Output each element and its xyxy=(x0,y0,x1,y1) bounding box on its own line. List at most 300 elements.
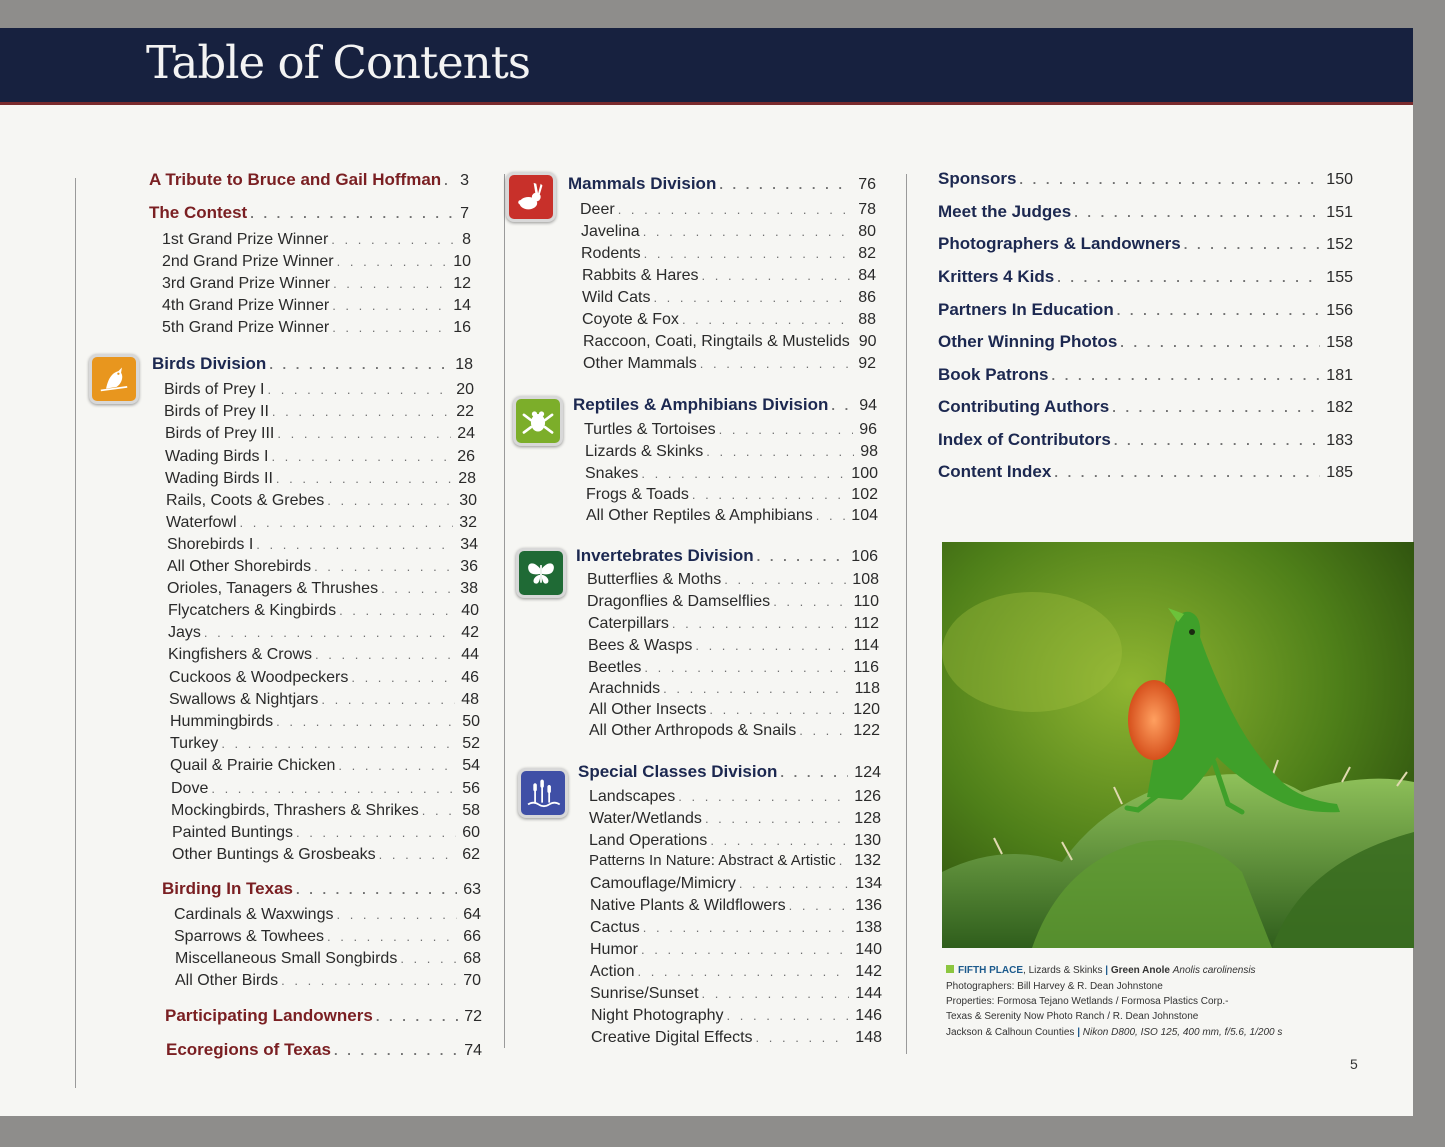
toc-entry[interactable] xyxy=(171,802,480,820)
leader-dots xyxy=(332,298,447,313)
page-ref: 156 xyxy=(1326,302,1353,319)
entry-title: Arachnids xyxy=(589,680,661,697)
entry-title: Participating Landowners xyxy=(165,1006,373,1025)
toc-entry[interactable] xyxy=(568,174,876,194)
toc-entry[interactable] xyxy=(938,202,1353,222)
page-ref: 28 xyxy=(458,470,476,487)
leader-dots xyxy=(739,876,849,891)
leader-dots xyxy=(336,907,457,922)
page-ref: 104 xyxy=(851,507,878,524)
leader-dots xyxy=(672,616,848,631)
toc-entry[interactable] xyxy=(588,615,879,633)
entry-title: Landscapes xyxy=(589,788,676,805)
entry-title: Birding In Texas xyxy=(162,879,293,898)
leader-dots xyxy=(706,444,854,459)
toc-entry[interactable] xyxy=(165,1006,482,1026)
leader-dots xyxy=(700,356,852,371)
page-ref: 118 xyxy=(854,680,880,697)
leader-dots xyxy=(1184,237,1321,252)
entry-title: Humor xyxy=(590,941,639,958)
toc-entry[interactable] xyxy=(162,297,471,315)
toc-entry[interactable] xyxy=(170,757,480,775)
toc-entry[interactable] xyxy=(175,950,481,968)
toc-entry[interactable] xyxy=(152,354,473,374)
page-ref: 120 xyxy=(853,701,880,718)
entry-title: Contributing Authors xyxy=(938,397,1110,416)
caption-separator: | xyxy=(1077,1027,1081,1038)
toc-entry[interactable] xyxy=(149,203,469,223)
toc-entry[interactable] xyxy=(576,546,878,566)
entry-title: Birds of Prey III xyxy=(165,425,275,442)
leader-dots xyxy=(327,929,457,944)
page-number: 5 xyxy=(1350,1056,1358,1072)
page-ref: 185 xyxy=(1326,464,1353,481)
leader-dots xyxy=(221,736,456,751)
entry-title: Kingfishers & Crows xyxy=(168,646,313,663)
page-ref: 54 xyxy=(462,757,480,774)
page-ref: 48 xyxy=(461,691,479,708)
leader-dots xyxy=(321,692,455,707)
page-ref: 18 xyxy=(455,356,473,373)
toc-entry[interactable] xyxy=(938,332,1353,352)
toc-entry[interactable] xyxy=(587,571,879,589)
toc-entry[interactable] xyxy=(168,646,479,664)
toc-entry[interactable] xyxy=(582,289,876,307)
page-ref: 134 xyxy=(855,875,882,892)
entry-title: Cardinals & Waxwings xyxy=(174,906,334,923)
entry-title: Ecoregions of Texas xyxy=(166,1040,332,1059)
entry-title: 2nd Grand Prize Winner xyxy=(162,253,334,270)
entry-title: All Other Insects xyxy=(589,701,707,718)
caption-properties-1: Properties: Formosa Tejano Wetlands / Formosa Plastics Corp.- xyxy=(946,996,1229,1007)
entry-title: Rabbits & Hares xyxy=(582,267,699,284)
leader-dots xyxy=(332,320,447,335)
caption-separator: | xyxy=(1105,965,1109,976)
rabbit-icon-graphic xyxy=(509,175,553,219)
leader-dots xyxy=(315,647,455,662)
entry-title: Patterns In Nature: Abstract & Artistic xyxy=(589,852,836,869)
page-ref: 76 xyxy=(858,176,876,193)
column-divider-3 xyxy=(906,174,907,1054)
entry-title: Cactus xyxy=(590,919,640,936)
toc-entry[interactable] xyxy=(586,486,878,504)
leader-dots xyxy=(695,638,847,653)
entry-title: Meet the Judges xyxy=(938,202,1072,221)
toc-entry[interactable] xyxy=(164,403,474,421)
page-ref: 42 xyxy=(461,624,479,641)
page-ref: 62 xyxy=(462,846,480,863)
page-ref: 114 xyxy=(853,637,879,654)
entry-title: Butterflies & Moths xyxy=(587,571,722,588)
entry-title: Hummingbirds xyxy=(170,713,274,730)
toc-entry[interactable] xyxy=(166,514,477,532)
leader-dots xyxy=(816,508,846,523)
leader-dots xyxy=(719,177,852,192)
frog-icon xyxy=(513,396,563,446)
toc-entry[interactable] xyxy=(590,985,882,1003)
page-ref: 108 xyxy=(852,571,879,588)
leader-dots xyxy=(682,312,852,327)
entry-title: Waterfowl xyxy=(166,514,237,531)
toc-entry[interactable] xyxy=(162,253,471,271)
entry-title: Raccoon, Coati, Ringtails & Mustelids xyxy=(583,333,850,350)
leader-dots xyxy=(663,681,848,696)
leader-dots xyxy=(705,811,848,826)
toc-entry[interactable] xyxy=(585,465,878,483)
entry-title: All Other Arthropods & Snails xyxy=(589,722,797,739)
entry-title: Caterpillars xyxy=(588,615,669,632)
page-ref: 82 xyxy=(858,245,876,262)
toc-entry[interactable] xyxy=(167,558,478,576)
entry-title: Bees & Wasps xyxy=(588,637,693,654)
entry-title: Javelina xyxy=(581,223,640,240)
page-ref: 136 xyxy=(855,897,882,914)
entry-title: Jays xyxy=(168,624,201,641)
anole-photo-graphic xyxy=(942,542,1414,948)
page-ref: 44 xyxy=(461,646,479,663)
toc-entry[interactable] xyxy=(167,580,478,598)
page-ref: 64 xyxy=(463,906,481,923)
entry-title: Beetles xyxy=(588,659,642,676)
leader-dots xyxy=(1114,433,1320,448)
leader-dots xyxy=(839,853,849,868)
toc-entry[interactable] xyxy=(170,713,480,731)
entry-title: Action xyxy=(590,963,635,980)
leader-dots xyxy=(727,1008,850,1023)
toc-entry[interactable] xyxy=(175,972,481,990)
entry-title: Native Plants & Wildflowers xyxy=(590,897,786,914)
frog-icon-graphic xyxy=(516,399,560,443)
caption-properties-2: Texas & Serenity Now Photo Ranch / R. Dean Johnstone xyxy=(946,1011,1199,1022)
page-ref: 110 xyxy=(853,593,879,610)
toc-entry[interactable] xyxy=(166,492,477,510)
header-bar xyxy=(0,28,1413,105)
page-ref: 50 xyxy=(462,713,480,730)
page-ref: 140 xyxy=(855,941,882,958)
page-ref: 148 xyxy=(855,1029,882,1046)
leader-dots xyxy=(351,670,455,685)
entry-title: Shorebirds I xyxy=(167,536,254,553)
page-ref: 106 xyxy=(851,548,878,565)
page-ref: 60 xyxy=(462,824,480,841)
toc-entry[interactable] xyxy=(589,788,881,806)
leader-dots xyxy=(831,398,853,413)
leader-dots xyxy=(637,964,849,979)
leader-dots xyxy=(1052,368,1321,383)
butterfly-icon xyxy=(516,548,566,598)
toc-entry[interactable] xyxy=(589,680,880,698)
toc-entry[interactable] xyxy=(938,169,1353,189)
entry-title: Wild Cats xyxy=(582,289,651,306)
leader-dots xyxy=(1057,270,1320,285)
page-ref: 182 xyxy=(1326,399,1353,416)
entry-title: Mockingbirds, Thrashers & Shrikes xyxy=(171,802,419,819)
toc-entry[interactable] xyxy=(165,425,475,443)
leader-dots xyxy=(271,449,451,464)
toc-entry[interactable] xyxy=(589,832,881,850)
page-ref: 98 xyxy=(860,443,878,460)
toc-entry[interactable] xyxy=(168,602,479,620)
toc-entry[interactable] xyxy=(162,231,471,249)
entry-title: Wading Birds I xyxy=(165,448,269,465)
leader-dots xyxy=(644,660,847,675)
toc-entry[interactable] xyxy=(171,780,480,798)
toc-entry[interactable] xyxy=(162,275,471,293)
entry-title: Painted Buntings xyxy=(172,824,293,841)
anole-photo xyxy=(942,542,1414,948)
leader-dots xyxy=(756,1030,850,1045)
toc-entry[interactable] xyxy=(938,300,1353,320)
toc-entry[interactable] xyxy=(938,365,1353,385)
leader-dots xyxy=(276,471,452,486)
toc-entry[interactable] xyxy=(573,395,877,415)
toc-entry[interactable] xyxy=(165,470,476,488)
toc-entry[interactable] xyxy=(584,421,877,439)
page-ref: 52 xyxy=(462,735,480,752)
entry-title: Snakes xyxy=(585,465,639,482)
leader-dots xyxy=(331,232,456,247)
entry-title: Rails, Coots & Grebes xyxy=(166,492,325,509)
leader-dots xyxy=(211,781,456,796)
page-ref: 24 xyxy=(457,425,475,442)
page-ref: 150 xyxy=(1326,171,1353,188)
caption-category: Lizards & Skinks xyxy=(1028,965,1103,976)
entry-title: Orioles, Tanagers & Thrushes xyxy=(167,580,379,597)
page-ref: 58 xyxy=(462,802,480,819)
page-ref: 38 xyxy=(460,580,478,597)
toc-entry[interactable] xyxy=(591,1007,882,1025)
toc-entry[interactable] xyxy=(938,397,1353,417)
toc-entry[interactable] xyxy=(938,234,1353,254)
toc-entry[interactable] xyxy=(588,637,879,655)
toc-entry[interactable] xyxy=(582,311,876,329)
page-ref: 94 xyxy=(859,397,877,414)
page-ref: 14 xyxy=(453,297,471,314)
toc-entry[interactable] xyxy=(169,669,479,687)
toc-entry[interactable] xyxy=(585,443,878,461)
entry-title: Flycatchers & Kingbirds xyxy=(168,602,337,619)
page-ref: 183 xyxy=(1326,432,1353,449)
entry-title: Wading Birds II xyxy=(165,470,273,487)
toc-entry[interactable] xyxy=(586,507,878,525)
entry-title: Lizards & Skinks xyxy=(585,443,704,460)
leader-dots xyxy=(757,549,846,564)
page-ref: 12 xyxy=(453,275,471,292)
toc-entry[interactable] xyxy=(588,659,879,677)
entry-title: Creative Digital Effects xyxy=(591,1029,753,1046)
entry-title: Sparrows & Towhees xyxy=(174,928,324,945)
butterfly-icon-graphic xyxy=(519,551,563,595)
page-ref: 112 xyxy=(853,615,879,632)
leader-dots xyxy=(1074,205,1320,220)
toc-entry[interactable] xyxy=(583,355,876,373)
entry-title: Kritters 4 Kids xyxy=(938,267,1055,286)
entry-title: Dragonflies & Damselflies xyxy=(587,593,771,610)
toc-entry[interactable] xyxy=(590,919,882,937)
page-ref: 74 xyxy=(464,1042,482,1059)
toc-entry[interactable] xyxy=(589,852,881,870)
toc-entry[interactable] xyxy=(165,448,475,466)
leader-dots xyxy=(702,986,850,1001)
entry-title: Mammals Division xyxy=(568,174,717,193)
toc-entry[interactable] xyxy=(587,593,879,611)
toc-entry[interactable] xyxy=(172,824,480,842)
page-ref: 70 xyxy=(463,972,481,989)
page-ref: 72 xyxy=(464,1008,482,1025)
page-ref: 20 xyxy=(456,381,474,398)
toc-entry[interactable] xyxy=(167,536,478,554)
entry-title: Book Patrons xyxy=(938,365,1049,384)
entry-title: Birds of Prey I xyxy=(164,381,265,398)
entry-title: Special Classes Division xyxy=(578,762,778,781)
toc-entry[interactable] xyxy=(162,319,471,337)
toc-entry[interactable] xyxy=(589,701,880,719)
leader-dots xyxy=(256,537,454,552)
toc-entry[interactable] xyxy=(166,1040,482,1060)
entry-title: Land Operations xyxy=(589,832,708,849)
page-ref: 144 xyxy=(855,985,882,1002)
leader-dots xyxy=(780,765,848,780)
toc-entry[interactable] xyxy=(583,333,876,351)
page-ref: 132 xyxy=(854,852,881,869)
entry-title: Other Winning Photos xyxy=(938,332,1118,351)
toc-entry[interactable] xyxy=(580,201,876,219)
entry-title: Birds of Prey II xyxy=(164,403,269,420)
toc-entry[interactable] xyxy=(590,875,882,893)
toc-entry[interactable] xyxy=(589,722,880,740)
toc-entry[interactable] xyxy=(591,1029,882,1047)
page-ref: 100 xyxy=(851,465,878,482)
entry-title: Miscellaneous Small Songbirds xyxy=(175,950,398,967)
entry-title: Sponsors xyxy=(938,169,1017,188)
page-ref: 30 xyxy=(459,492,477,509)
page-ref: 158 xyxy=(1326,334,1353,351)
leader-dots xyxy=(653,290,852,305)
page-ref: 46 xyxy=(461,669,479,686)
bird-icon-graphic xyxy=(92,357,136,401)
page-ref: 88 xyxy=(858,311,876,328)
page-ref: 10 xyxy=(453,253,471,270)
page-ref: 146 xyxy=(855,1007,882,1024)
page-ref: 138 xyxy=(855,919,882,936)
leader-dots xyxy=(641,466,845,481)
toc-entry[interactable] xyxy=(174,906,481,924)
page-ref: 66 xyxy=(463,928,481,945)
entry-title: Quail & Prairie Chicken xyxy=(170,757,336,774)
column-divider-1 xyxy=(75,178,76,1088)
toc-entry[interactable] xyxy=(590,963,882,981)
entry-title: Deer xyxy=(580,201,615,218)
page-ref: 96 xyxy=(859,421,877,438)
leader-dots xyxy=(334,1043,458,1058)
entry-title: Night Photography xyxy=(591,1007,724,1024)
entry-title: Camouflage/Mimicry xyxy=(590,875,736,892)
bird-icon xyxy=(89,354,139,404)
entry-title: 1st Grand Prize Winner xyxy=(162,231,329,248)
entry-title: The Contest xyxy=(149,203,248,222)
leader-dots xyxy=(724,572,846,587)
leader-dots xyxy=(1054,465,1320,480)
entry-title: Other Mammals xyxy=(583,355,697,372)
page-ref: 130 xyxy=(854,832,881,849)
page-ref: 151 xyxy=(1326,204,1353,221)
entry-title: Coyote & Fox xyxy=(582,311,679,328)
caption-counties: Jackson & Calhoun Counties xyxy=(946,1027,1075,1038)
entry-title: 3rd Grand Prize Winner xyxy=(162,275,331,292)
entry-title: 5th Grand Prize Winner xyxy=(162,319,330,336)
toc-entry[interactable] xyxy=(164,381,474,399)
page-ref: 152 xyxy=(1326,236,1353,253)
page-ref: 80 xyxy=(858,223,876,240)
entry-title: All Other Shorebirds xyxy=(167,558,312,575)
toc-entry[interactable] xyxy=(174,928,481,946)
caption-marker-icon xyxy=(946,965,954,973)
leader-dots xyxy=(339,603,455,618)
page-ref: 32 xyxy=(459,514,477,531)
photo-caption-line5 xyxy=(946,1027,1282,1038)
page-ref: 84 xyxy=(858,267,876,284)
toc-entry[interactable] xyxy=(172,846,480,864)
toc-entry[interactable] xyxy=(938,430,1353,450)
leader-dots xyxy=(773,594,847,609)
toc-entry[interactable] xyxy=(582,267,876,285)
page-ref: 63 xyxy=(463,881,481,898)
page-ref: 26 xyxy=(457,448,475,465)
entry-title: Swallows & Nightjars xyxy=(169,691,319,708)
caption-photographers: Photographers: Bill Harvey & R. Dean Johnstone xyxy=(946,981,1163,992)
leader-dots xyxy=(422,803,456,818)
toc-entry[interactable] xyxy=(590,941,882,959)
page-ref: 142 xyxy=(855,963,882,980)
page-ref: 181 xyxy=(1326,367,1353,384)
entry-title: Water/Wetlands xyxy=(589,810,702,827)
toc-entry[interactable] xyxy=(162,879,481,899)
toc-entry[interactable] xyxy=(938,462,1353,482)
leader-dots xyxy=(1019,172,1320,187)
leader-dots xyxy=(710,833,848,848)
toc-entry[interactable] xyxy=(170,735,480,753)
toc-entry[interactable] xyxy=(590,897,882,915)
page-ref: 92 xyxy=(858,355,876,372)
leader-dots xyxy=(444,173,454,188)
page-ref: 155 xyxy=(1326,269,1353,286)
leader-dots xyxy=(709,702,847,717)
toc-entry[interactable] xyxy=(589,810,881,828)
page-ref: 16 xyxy=(453,319,471,336)
leader-dots xyxy=(641,942,849,957)
entry-title: All Other Birds xyxy=(175,972,279,989)
page-ref: 122 xyxy=(853,722,880,739)
toc-entry[interactable] xyxy=(578,762,881,782)
page-ref: 90 xyxy=(858,333,877,350)
leader-dots xyxy=(269,357,449,372)
leader-dots xyxy=(272,404,450,419)
toc-entry[interactable] xyxy=(169,691,479,709)
toc-entry[interactable] xyxy=(581,223,876,241)
leader-dots xyxy=(296,882,457,897)
leader-dots xyxy=(1112,400,1320,415)
page-ref: 3 xyxy=(460,172,469,189)
toc-entry[interactable] xyxy=(938,267,1353,287)
leader-dots xyxy=(381,581,454,596)
leader-dots xyxy=(296,825,456,840)
leader-dots xyxy=(337,254,448,269)
caption-scientific: Anolis carolinensis xyxy=(1172,965,1256,976)
toc-entry[interactable] xyxy=(168,624,479,642)
toc-entry[interactable] xyxy=(581,245,876,263)
toc-entry[interactable] xyxy=(149,170,469,190)
leader-dots xyxy=(789,898,850,913)
